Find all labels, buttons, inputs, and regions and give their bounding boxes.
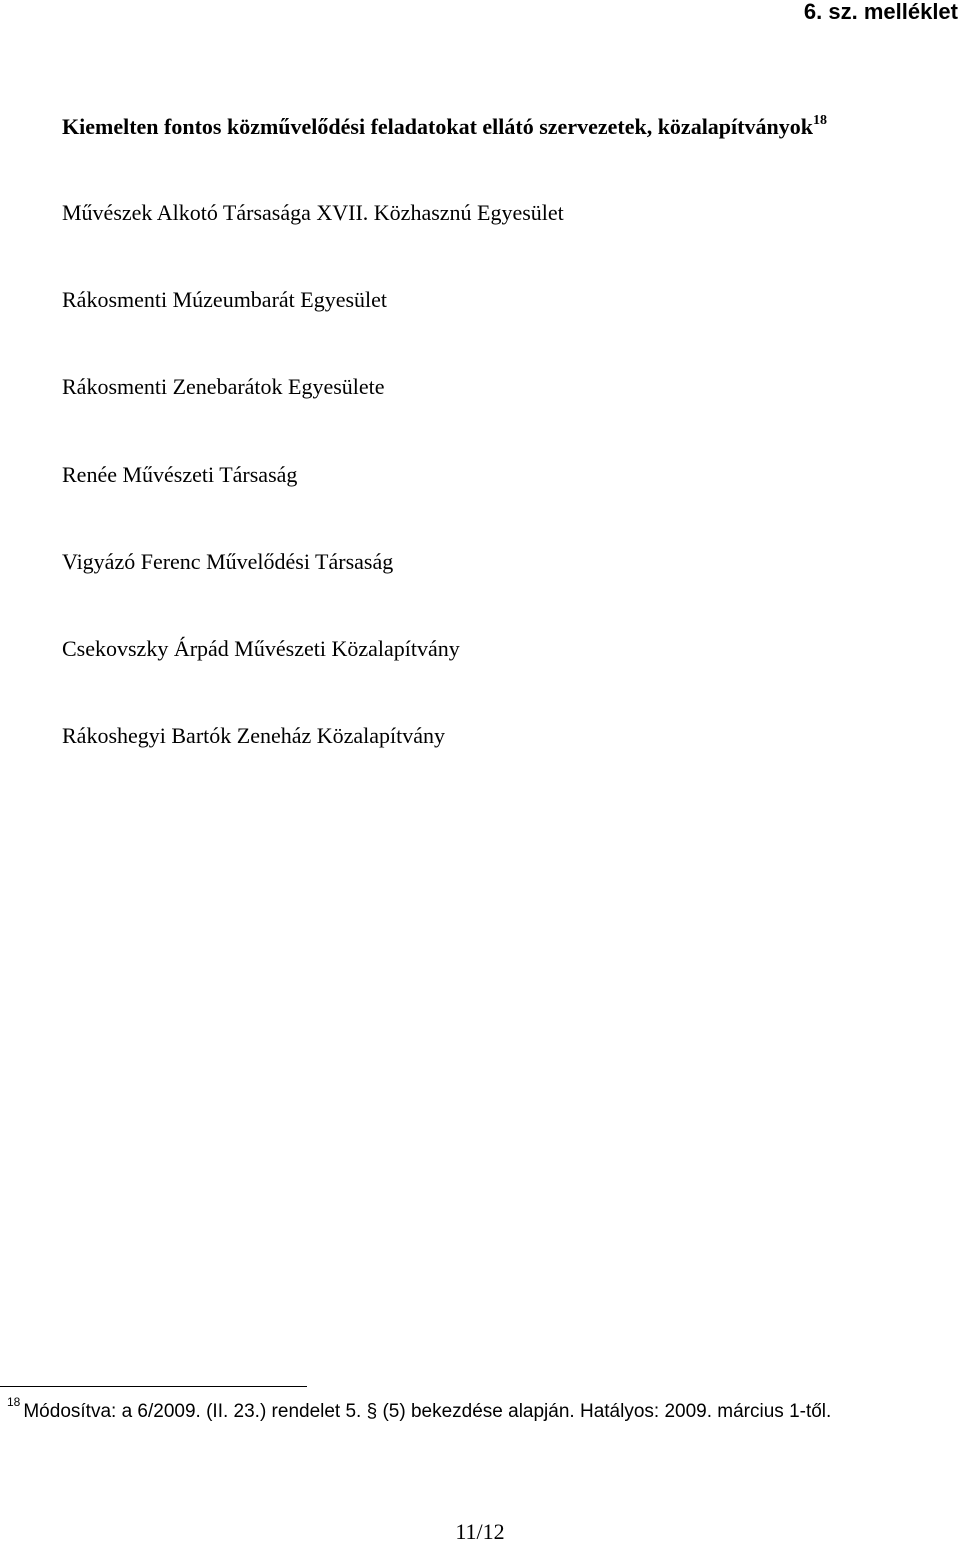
list-item: Rákosmenti Múzeumbarát Egyesület bbox=[62, 287, 388, 313]
footnote-reference[interactable]: 18 bbox=[812, 112, 827, 128]
footnote-text: Módosítva: a 6/2009. (II. 23.) rendelet 5. § (5) bekezdése alapján. Hatályos: 2009. március 1-től. bbox=[23, 1401, 832, 1422]
footnote-number: 18 bbox=[7, 1394, 21, 1409]
page-number: 11/12 bbox=[455, 1519, 505, 1544]
section-heading bbox=[62, 112, 827, 142]
footnote-separator bbox=[0, 1386, 307, 1387]
list-item: Vigyázó Ferenc Művelődési Társaság bbox=[62, 548, 394, 574]
list-item: Művészek Alkotó Társasága XVII. Közhasznú Egyesület bbox=[62, 200, 564, 225]
list-item: Rákoshegyi Bartók Zeneház Közalapítvány bbox=[62, 723, 446, 749]
footnote bbox=[7, 1394, 832, 1425]
annex-label: 6. sz. melléklet bbox=[803, 0, 958, 24]
list-item: Csekovszky Árpád Művészeti Közalapítvány bbox=[62, 635, 460, 661]
organization-list bbox=[62, 198, 564, 808]
heading-text: Kiemelten fontos közművelődési feladatokat ellátó szervezetek, közalapítványok bbox=[62, 114, 813, 139]
list-item: Renée Művészeti Társaság bbox=[62, 461, 298, 487]
list-item: Rákosmenti Zenebarátok Egyesülete bbox=[62, 374, 385, 400]
